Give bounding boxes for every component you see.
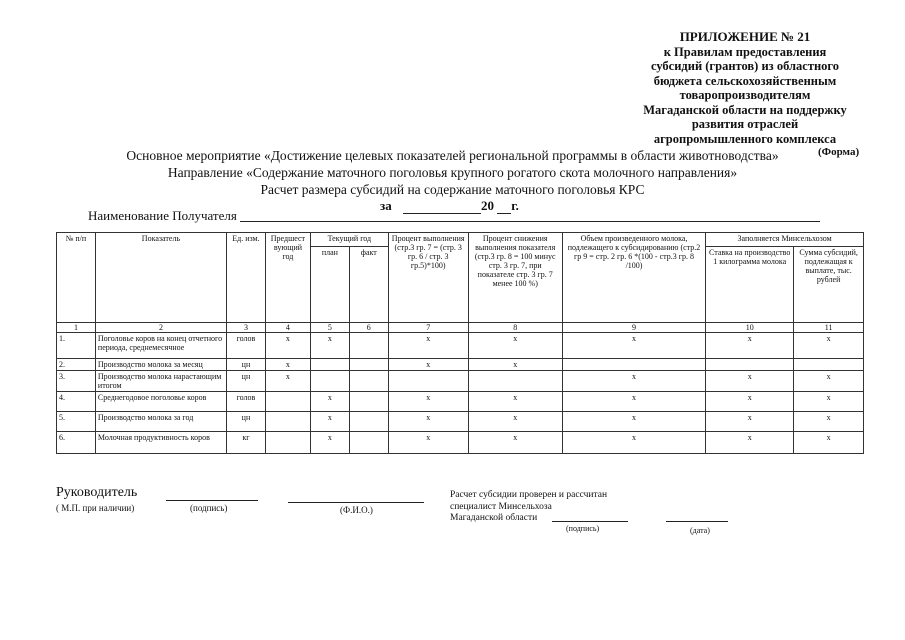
- cell-pct-decrease[interactable]: [468, 371, 562, 392]
- table-row: [57, 412, 864, 432]
- appendix-line: бюджета сельскохозяйственным: [653, 73, 837, 88]
- cell-fact[interactable]: [349, 392, 388, 412]
- cell-fact[interactable]: [349, 371, 388, 392]
- header-plan: план: [310, 247, 349, 323]
- recipient-field[interactable]: [240, 221, 820, 222]
- cell-volume[interactable]: х: [562, 432, 705, 454]
- row-unit: цн: [226, 371, 265, 392]
- cell-sum[interactable]: х: [794, 371, 864, 392]
- period-year-field[interactable]: [497, 201, 511, 214]
- header-pct-decrease: Процент снижения выполнения показателя (стр.3 гр. 8 = 100 минус стр. 3 гр. 7, при показателе стр. 3 гр. 7 менее 100 %): [468, 233, 562, 323]
- col-number: 7: [388, 323, 468, 333]
- appendix-line: агропромышленного комплекса: [653, 131, 837, 146]
- header-line-1: Основное мероприятие «Достижение целевых показателей региональной программы в области животноводства»: [126, 148, 779, 163]
- cell-plan[interactable]: [310, 371, 349, 392]
- cell-sum[interactable]: х: [794, 412, 864, 432]
- head-label: Руководитель: [56, 485, 138, 500]
- cell-pct-done[interactable]: х: [388, 412, 468, 432]
- row-unit: цн: [226, 412, 265, 432]
- col-number: 1: [57, 323, 96, 333]
- header-indicator: Показатель: [95, 233, 226, 323]
- recipient-label: Наименование Получателя: [88, 208, 237, 223]
- appendix-line: к Правилам предоставления: [663, 44, 827, 59]
- cell-rate[interactable]: х: [706, 432, 794, 454]
- period-date-field[interactable]: [403, 201, 481, 214]
- row-unit: цн: [226, 359, 265, 371]
- cell-sum[interactable]: [794, 359, 864, 371]
- col-number: 10: [706, 323, 794, 333]
- appendix-line: развития отраслей: [691, 117, 799, 131]
- cell-fact[interactable]: [349, 412, 388, 432]
- cell-pct-decrease[interactable]: х: [468, 333, 562, 359]
- cell-pct-done[interactable]: х: [388, 392, 468, 412]
- header-sum: Сумма субсидий, подлежащая к выплате, тыс. рублей: [794, 247, 864, 323]
- cell-prev-year[interactable]: х: [265, 333, 310, 359]
- specialist-signature-caption: (подпись): [566, 524, 600, 533]
- date-caption: (дата): [690, 526, 710, 535]
- cell-prev-year[interactable]: [265, 432, 310, 454]
- row-number: 3.: [57, 371, 96, 392]
- cell-pct-done[interactable]: х: [388, 359, 468, 371]
- cell-pct-decrease[interactable]: х: [468, 359, 562, 371]
- table-row: [57, 432, 864, 454]
- row-unit: голов: [226, 392, 265, 412]
- col-number: 2: [95, 323, 226, 333]
- cell-plan[interactable]: х: [310, 333, 349, 359]
- cell-prev-year[interactable]: [265, 412, 310, 432]
- header-line-2: Направление «Содержание маточного поголовья крупного рогатого скота молочного направления»: [167, 165, 738, 180]
- cell-sum[interactable]: х: [794, 392, 864, 412]
- cell-volume[interactable]: х: [562, 412, 705, 432]
- header-prev-year: Предшест вующий год: [265, 233, 310, 323]
- col-number: 3: [226, 323, 265, 333]
- appendix-title: ПРИЛОЖЕНИЕ № 21: [679, 29, 811, 44]
- col-number: 5: [310, 323, 349, 333]
- cell-volume[interactable]: [562, 359, 705, 371]
- period-year: 20: [480, 198, 494, 213]
- header-unit: Ед. изм.: [226, 233, 265, 323]
- period-suffix: г.: [511, 198, 519, 213]
- row-indicator: Производство молока за год: [95, 412, 226, 432]
- col-number: 11: [794, 323, 864, 333]
- check-line: специалист Минсельхоза: [450, 501, 552, 512]
- header-volume: Объем произведенного молока, подлежащего к субсидированию (стр.2 гр 9 = стр. 2 гр. 6 *(100 - стр.3 гр. 8 /100): [562, 233, 705, 323]
- col-number: 8: [468, 323, 562, 333]
- cell-plan[interactable]: х: [310, 432, 349, 454]
- cell-fact[interactable]: [349, 333, 388, 359]
- cell-plan[interactable]: х: [310, 392, 349, 412]
- cell-pct-decrease[interactable]: х: [468, 392, 562, 412]
- cell-volume[interactable]: х: [562, 371, 705, 392]
- cell-pct-done[interactable]: х: [388, 432, 468, 454]
- col-number: 6: [349, 323, 388, 333]
- form-label: (Форма): [818, 146, 860, 158]
- header-pct-done: Процент выполнения (стр.3 гр. 7 = (стр. 3 гр. 6 / стр. 3 гр.5)*100): [388, 233, 468, 323]
- row-unit: кг: [226, 432, 265, 454]
- check-block: [450, 490, 607, 525]
- header-num: № п/п: [57, 233, 96, 323]
- header-ministry: Заполняется Минсельхозом: [706, 233, 864, 247]
- table-row: [57, 359, 864, 371]
- table-row: [57, 392, 864, 412]
- appendix-line: Магаданской области на поддержку: [643, 102, 847, 117]
- cell-fact[interactable]: [349, 359, 388, 371]
- header-rate: Ставка на производство 1 килограмма молока: [706, 247, 794, 323]
- specialist-signature-field[interactable]: [552, 521, 628, 522]
- appendix-line: товаропроизводителям: [679, 88, 811, 102]
- row-indicator: Производство молока за месяц: [95, 359, 226, 371]
- cell-sum[interactable]: х: [794, 432, 864, 454]
- period-prefix: за: [380, 198, 392, 213]
- cell-rate[interactable]: х: [706, 333, 794, 359]
- head-fio-caption: (Ф.И.О.): [340, 505, 373, 515]
- row-unit: голов: [226, 333, 265, 359]
- cell-pct-done[interactable]: х: [388, 333, 468, 359]
- row-number: 6.: [57, 432, 96, 454]
- check-line: Расчет субсидии проверен и рассчитан: [450, 490, 608, 500]
- appendix-block: [620, 30, 870, 146]
- head-signature-field[interactable]: [166, 500, 258, 501]
- cell-plan[interactable]: [310, 359, 349, 371]
- row-number: 4.: [57, 392, 96, 412]
- cell-rate[interactable]: х: [706, 371, 794, 392]
- cell-sum[interactable]: х: [794, 333, 864, 359]
- cell-rate[interactable]: [706, 359, 794, 371]
- cell-pct-done[interactable]: [388, 371, 468, 392]
- row-indicator: Молочная продуктивность коров: [95, 432, 226, 454]
- head-signature-caption: (подпись): [190, 503, 228, 513]
- row-number: 5.: [57, 412, 96, 432]
- header-current-year: Текущий год: [310, 233, 388, 247]
- cell-fact[interactable]: [349, 432, 388, 454]
- table-row: [57, 333, 864, 359]
- appendix-line: субсидий (грантов) из областного: [650, 59, 840, 73]
- period-line: [380, 198, 519, 214]
- row-indicator: Производство молока нарастающим итогом: [95, 371, 226, 392]
- row-indicator: Среднегодовое поголовье коров: [95, 392, 226, 412]
- header-line-3: Расчет размера субсидий на содержание маточного поголовья КРС: [260, 182, 645, 197]
- head-fio-field[interactable]: [288, 502, 424, 503]
- cell-pct-decrease[interactable]: х: [468, 432, 562, 454]
- cell-prev-year[interactable]: [265, 392, 310, 412]
- subsidy-table: [56, 232, 864, 454]
- col-number: 9: [562, 323, 705, 333]
- cell-rate[interactable]: х: [706, 412, 794, 432]
- table-row: [57, 371, 864, 392]
- cell-volume[interactable]: х: [562, 392, 705, 412]
- cell-prev-year[interactable]: х: [265, 371, 310, 392]
- cell-plan[interactable]: х: [310, 412, 349, 432]
- cell-prev-year[interactable]: х: [265, 359, 310, 371]
- date-field[interactable]: [666, 521, 728, 522]
- cell-pct-decrease[interactable]: х: [468, 412, 562, 432]
- row-number: 2.: [57, 359, 96, 371]
- col-number: 4: [265, 323, 310, 333]
- cell-volume[interactable]: х: [562, 333, 705, 359]
- mp-note: ( М.П. при наличии): [56, 503, 135, 513]
- row-number: 1.: [57, 333, 96, 359]
- column-numbers-row: [57, 323, 864, 333]
- check-line: Магаданской области: [450, 513, 538, 523]
- row-indicator: Поголовье коров на конец отчетного периода, среднемесячное: [95, 333, 226, 359]
- header-fact: факт: [349, 247, 388, 323]
- cell-rate[interactable]: х: [706, 392, 794, 412]
